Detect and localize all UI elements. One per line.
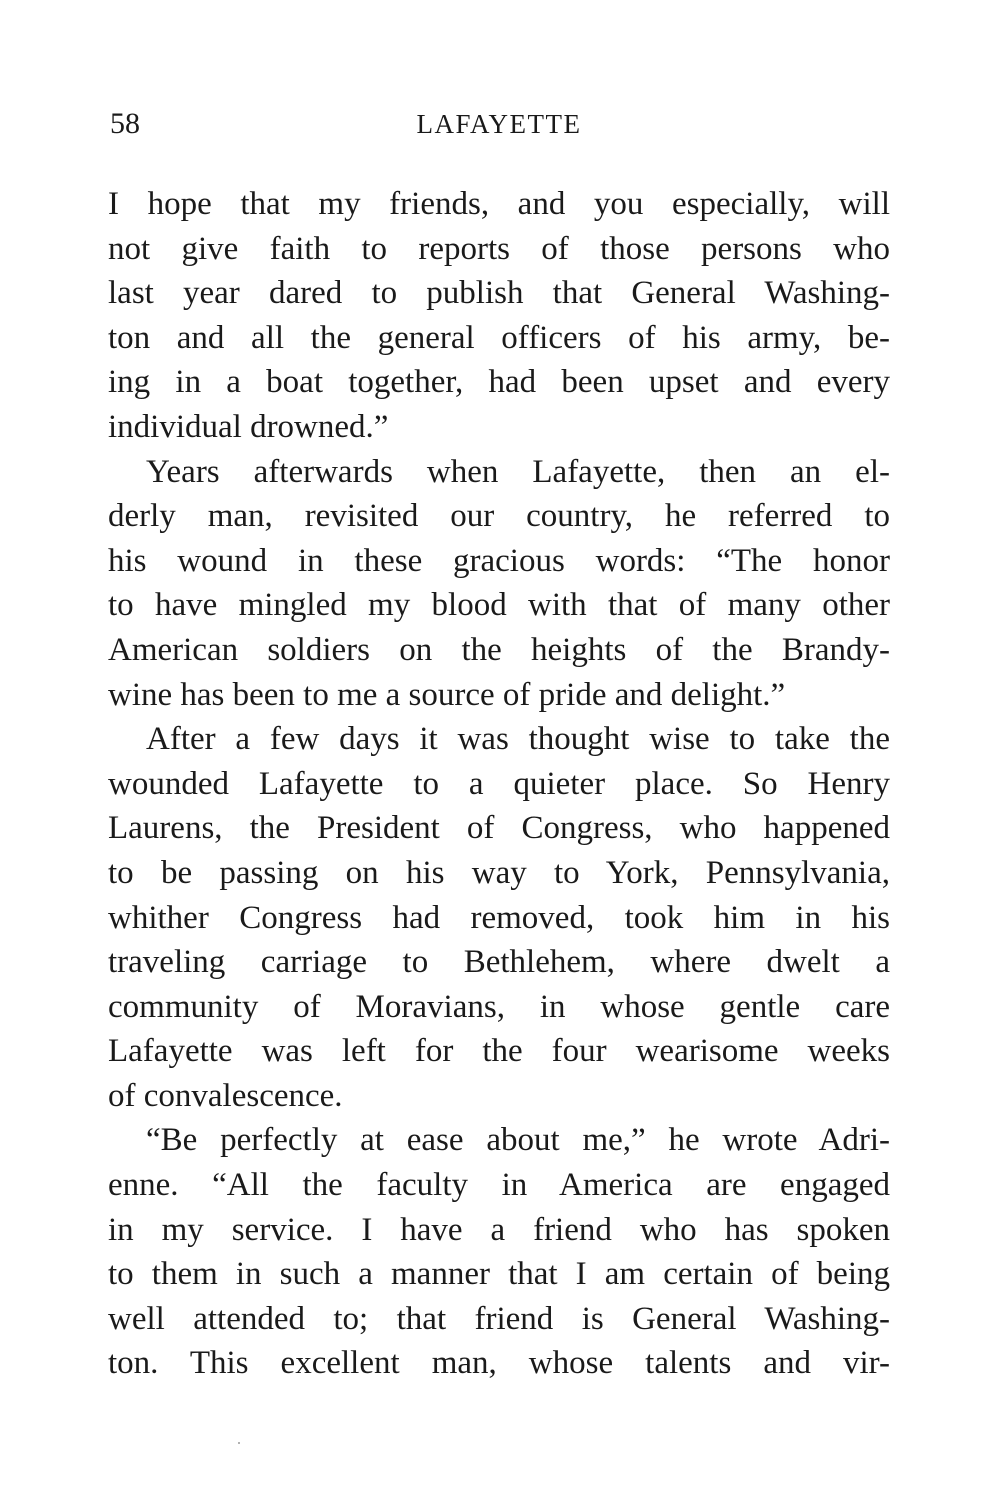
text-line: Laurens, the President of Congress, who happened	[108, 810, 890, 847]
text-line: ton and all the general officers of his army, be-	[108, 319, 890, 356]
text-line: individual drowned.”	[108, 408, 389, 445]
body-text	[108, 182, 890, 1386]
text-line: enne. “All the faculty in America are engaged	[108, 1167, 890, 1204]
text-line: in my service. I have a friend who has spoken	[108, 1211, 890, 1248]
text-line: not give faith to reports of those persons who	[108, 230, 890, 267]
text-line: last year dared to publish that General Washing-	[108, 275, 890, 312]
text-line: well attended to; that friend is General Washing-	[108, 1300, 890, 1337]
text-line: his wound in these gracious words: “The honor	[108, 542, 890, 579]
text-line: “Be perfectly at ease about me,” he wrote Adri-	[146, 1122, 890, 1159]
text-line: Lafayette was left for the four wearisome weeks	[108, 1033, 890, 1070]
text-line: wine has been to me a source of pride and delight.”	[108, 676, 786, 713]
text-line: I hope that my friends, and you especially, will	[108, 186, 890, 222]
paragraph-4	[108, 1118, 890, 1386]
text-line: traveling carriage to Bethlehem, where dwelt a	[108, 944, 890, 981]
paragraph-2	[108, 450, 890, 718]
text-line: whither Congress had removed, took him in his	[108, 899, 890, 936]
text-line: community of Moravians, in whose gentle care	[108, 988, 890, 1025]
text-line: American soldiers on the heights of the Brandy-	[108, 631, 890, 668]
text-line: Years afterwards when Lafayette, then an el-	[146, 453, 890, 490]
text-line: ton. This excellent man, whose talents and vir-	[108, 1345, 890, 1382]
text-line: to have mingled my blood with that of many other	[108, 587, 890, 624]
text-line: of convalescence.	[108, 1077, 343, 1114]
scan-speck	[238, 1442, 240, 1444]
paragraph-3	[108, 717, 890, 1118]
page-header	[108, 104, 890, 144]
text-line: to be passing on his way to York, Pennsylvania,	[108, 854, 890, 891]
text-line: derly man, revisited our country, he referred to	[108, 498, 890, 535]
running-head: LAFAYETTE	[416, 109, 582, 139]
text-line: ing in a boat together, had been upset and every	[108, 364, 890, 401]
text-line: wounded Lafayette to a quieter place. So Henry	[108, 765, 890, 802]
text-line: After a few days it was thought wise to take the	[146, 721, 890, 758]
page-number: 58	[110, 107, 140, 140]
text-line: to them in such a manner that I am certain of being	[108, 1256, 890, 1293]
paragraph-1	[108, 182, 890, 450]
